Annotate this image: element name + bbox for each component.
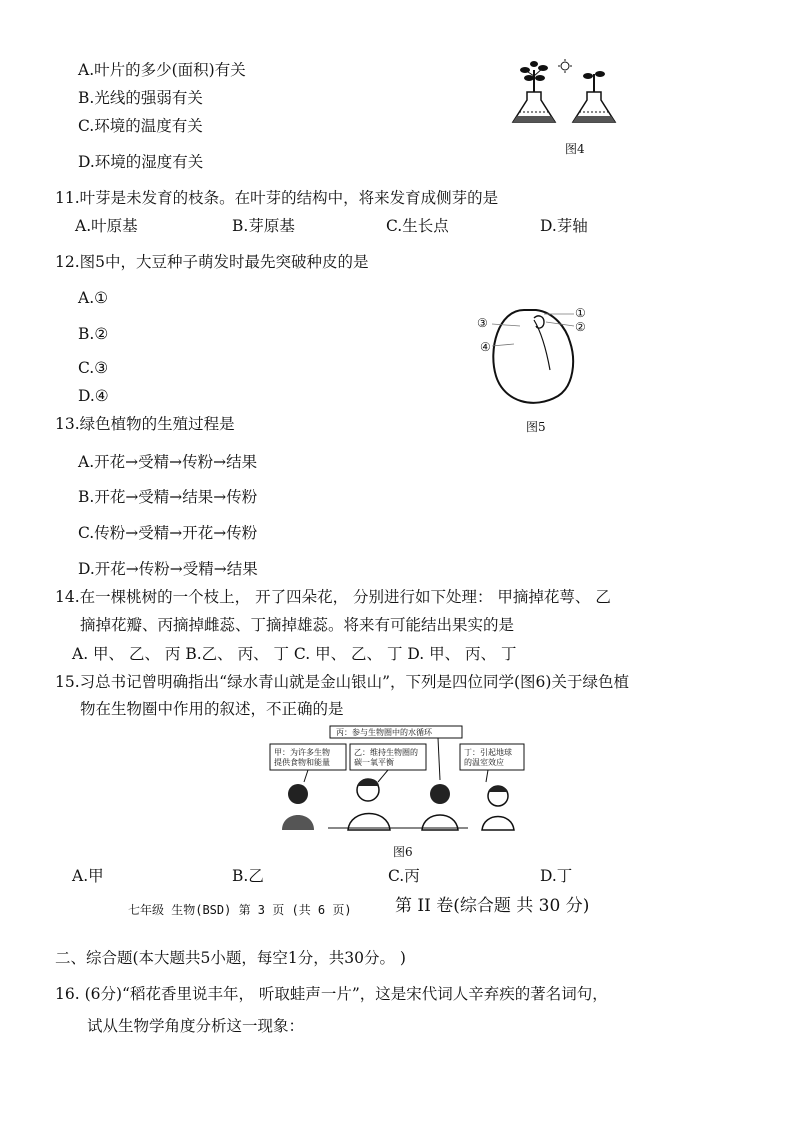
- figure-5-caption: 图5: [526, 420, 546, 434]
- q10-option-a: A.叶片的多少(面积)有关: [78, 61, 246, 79]
- figure-5-label-4: ④: [480, 340, 491, 354]
- q10-option-b: B.光线的强弱有关: [78, 89, 203, 107]
- q14-stem-line2: 摘掉花瓣、丙摘掉雌蕊、丁摘掉雄蕊。将来有可能结出果实的是: [80, 616, 515, 634]
- q12-option-b: B.②: [78, 325, 109, 343]
- q15-option-c: C.丙: [388, 867, 420, 885]
- q10-option-d: D.环境的湿度有关: [78, 153, 204, 171]
- q16-line2: 试从生物学角度分析这一现象：: [87, 1017, 305, 1035]
- bubble-yi-text-2: 碳一氧平衡: [354, 758, 394, 767]
- q15-option-b: B.乙: [232, 867, 264, 885]
- q13-option-c: C.传粉→受精→开花→传粉: [78, 524, 258, 542]
- bubble-jia-text-1: 甲：为许多生物: [274, 748, 330, 757]
- q11-stem: 11.叶芽是未发育的枝条。在叶芽的结构中，将来发育成侧芽的是: [55, 189, 499, 207]
- bubble-jia-text-2: 提供食物和能量: [274, 758, 330, 767]
- q12-option-a: A.①: [78, 289, 109, 307]
- q11-option-d: D.芽轴: [540, 217, 588, 235]
- bubble-bing-text: 丙：参与生物圈中的水循环: [336, 728, 432, 737]
- figure-5-label-1: ①: [575, 306, 586, 320]
- figure-6: [268, 724, 530, 834]
- q16-line1: 16. (6分)“稻花香里说丰年， 听取蛙声一片”，这是宋代词人辛弃疾的著名词句，: [55, 985, 608, 1003]
- page-footer: 七年级 生物(BSD) 第 3 页 (共 6 页): [128, 903, 352, 917]
- q11-option-b: B.芽原基: [232, 217, 295, 235]
- q11-option-a: A.叶原基: [75, 217, 138, 235]
- bubble-ding-text-2: 的温室效应: [464, 758, 504, 767]
- q10-option-c: C.环境的温度有关: [78, 117, 203, 135]
- figure-6-caption: 图6: [393, 845, 413, 859]
- q12-stem: 12.图5中，大豆种子萌发时最先突破种皮的是: [55, 253, 369, 271]
- q13-option-a: A.开花→受精→传粉→结果: [78, 453, 258, 471]
- figure-4: [505, 56, 625, 136]
- section-title: 第 II 卷(综合题 共 30 分): [395, 896, 590, 916]
- bubble-ding-text-1: 丁：引起地球: [464, 748, 512, 757]
- figure-5-label-2: ②: [575, 320, 586, 334]
- figure-4-caption: 图4: [565, 142, 585, 156]
- q12-option-c: C.③: [78, 359, 109, 377]
- q14-options: A. 甲、 乙、 丙 B.乙、 丙、 丁 C. 甲、 乙、 丁 D. 甲、 丙、 丁: [72, 645, 517, 663]
- q15-stem-line1: 15.习总书记曾明确指出“绿水青山就是金山银山”，下列是四位同学(图6)关于绿色植: [55, 673, 629, 691]
- bubble-yi-text-1: 乙：维持生物圈的: [354, 748, 418, 757]
- q15-stem-line2: 物在生物圈中作用的叙述，不正确的是: [80, 700, 344, 718]
- q13-stem: 13.绿色植物的生殖过程是: [55, 415, 235, 433]
- q15-option-a: A.甲: [72, 867, 104, 885]
- figure-5-label-3: ③: [477, 316, 488, 330]
- q12-option-d: D.④: [78, 387, 109, 405]
- q11-option-c: C.生长点: [386, 217, 449, 235]
- q13-option-d: D.开花→传粉→受精→结果: [78, 560, 258, 578]
- q13-option-b: B.开花→受精→结果→传粉: [78, 488, 258, 506]
- q15-option-d: D.丁: [540, 867, 573, 885]
- q14-stem-line1: 14.在一棵桃树的一个枝上， 开了四朵花， 分别进行如下处理： 甲摘掉花萼、 乙: [55, 588, 611, 606]
- part2-heading: 二、综合题(本大题共5小题，每空1分，共30分。 ): [55, 949, 406, 967]
